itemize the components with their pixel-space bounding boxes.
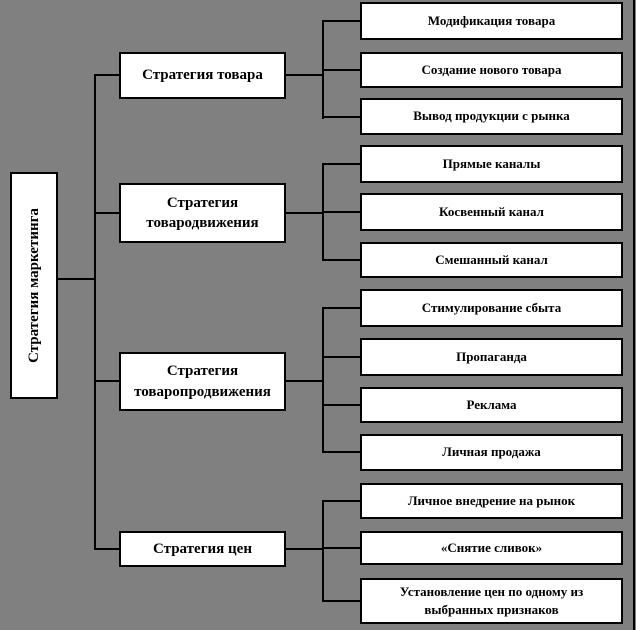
leaf-label: Стимулирование сбыта [421, 299, 562, 315]
root-node-label: Стратегия маркетинга [25, 208, 42, 363]
leaf-label: Установление цен по одному из выбранных признаков [399, 583, 584, 617]
connector-line [322, 404, 362, 406]
leaf-node [360, 289, 623, 327]
leaf-node [360, 387, 623, 423]
connector-line [322, 211, 362, 213]
connector-line [322, 307, 324, 453]
connector-line [322, 547, 362, 549]
connector-line [284, 380, 324, 382]
connector-line [94, 380, 121, 382]
leaf-node [360, 483, 623, 519]
leaf-label: Реклама [466, 396, 517, 412]
connector-line [322, 500, 362, 502]
leaf-label: Личное внедрение на рынок [407, 492, 576, 508]
branch-label: Стратегия товародвижения [146, 194, 259, 231]
leaf-node [360, 145, 623, 183]
connector-line [284, 212, 324, 214]
leaf-node [360, 531, 623, 565]
leaf-label: Пропаганда [456, 348, 527, 364]
leaf-label: «Снятие сливок» [440, 539, 543, 555]
leaf-node [360, 578, 623, 624]
leaf-node [360, 2, 623, 40]
leaf-label: Вывод продукции с рынка [413, 108, 570, 124]
connector-line [322, 259, 362, 261]
leaf-label: Смешанный канал [435, 251, 548, 267]
connector-line [322, 451, 362, 453]
leaf-node [360, 52, 623, 88]
connector-line [322, 116, 362, 118]
branch-node-promotion-strategy [119, 352, 286, 411]
leaf-node [360, 242, 623, 278]
leaf-node [360, 434, 623, 471]
connector-line [322, 163, 362, 165]
connector-line [322, 356, 362, 358]
branch-label: Стратегия товара [142, 67, 263, 84]
root-node-marketing-strategy [10, 172, 58, 399]
connector-line [322, 600, 362, 602]
connector-line [58, 278, 95, 280]
branch-label: Стратегия цен [153, 540, 252, 557]
branch-label: Стратегия товаропродвижения [134, 363, 271, 400]
connector-line [284, 548, 324, 550]
leaf-label: Косвенный канал [439, 203, 544, 219]
connector-line [94, 548, 121, 550]
connector-line [322, 20, 362, 22]
leaf-label: Прямые каналы [442, 155, 541, 171]
leaf-label: Модификация товара [427, 12, 556, 28]
connector-line [94, 74, 96, 550]
connector-line [322, 69, 362, 71]
leaf-node [360, 98, 623, 135]
connector-line [94, 212, 121, 214]
leaf-label: Личная продажа [442, 444, 541, 460]
connector-line [284, 74, 324, 76]
right-edge-border [633, 0, 635, 630]
branch-node-distribution-strategy [119, 183, 286, 243]
connector-line [94, 74, 121, 76]
leaf-node [360, 193, 623, 231]
leaf-label: Создание нового товара [421, 61, 562, 77]
branch-node-price-strategy [119, 531, 286, 567]
connector-line [322, 307, 362, 309]
leaf-node [360, 338, 623, 376]
branch-node-product-strategy [119, 52, 286, 99]
connector-line [322, 500, 324, 602]
